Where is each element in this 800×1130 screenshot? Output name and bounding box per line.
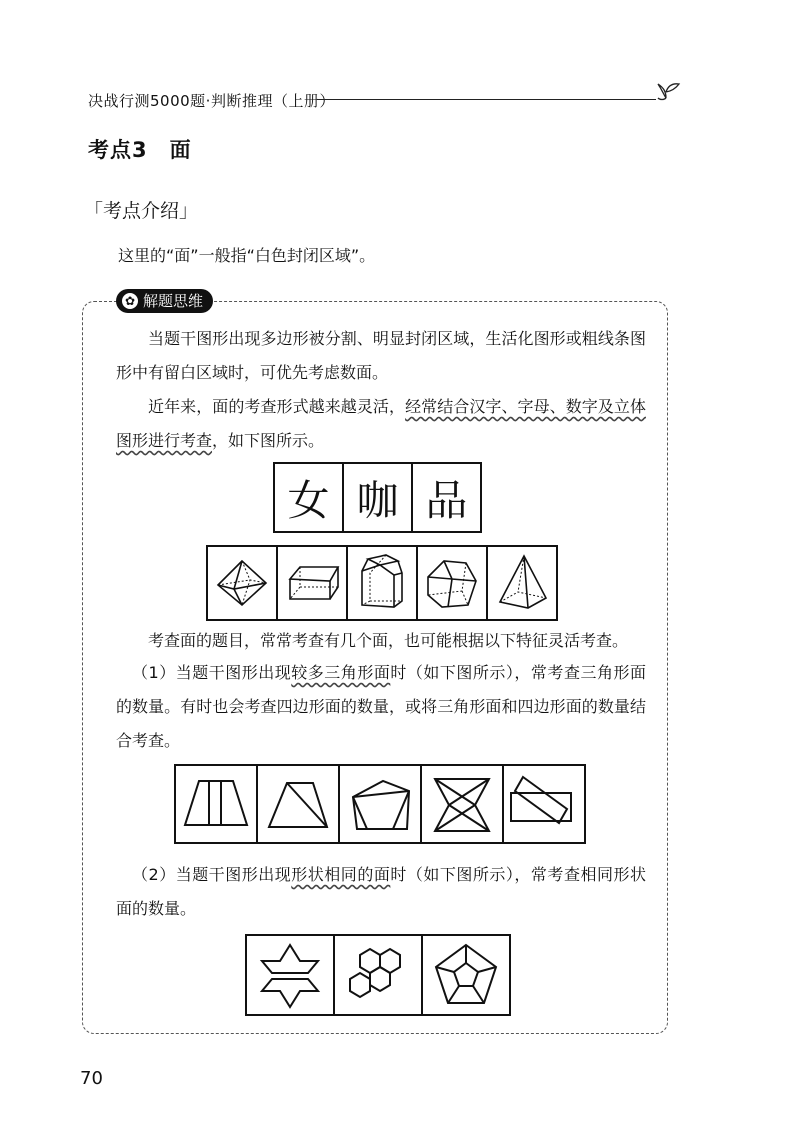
triangle-figure-row: [174, 764, 586, 844]
prism-figure: [282, 553, 342, 613]
figure-cell: [174, 764, 258, 844]
overlapping-rectangles-figure: [507, 769, 581, 839]
p5-underlined: 形状相同的面: [291, 865, 391, 884]
p4-underlined: 较多三角形面: [291, 663, 391, 682]
split-star-figure: [250, 939, 330, 1011]
paragraph-2: [116, 390, 646, 458]
thinking-badge: [116, 289, 213, 313]
p2-underlined: 经常结合汉字、字母、数字及立体图形进行考查: [116, 397, 646, 450]
octahedron-figure: [212, 553, 272, 613]
char-cell: 女: [273, 462, 344, 533]
figure-cell: [346, 545, 418, 621]
figure-cell: [245, 934, 335, 1016]
figure-cell: [502, 764, 586, 844]
char-cell: 咖: [342, 462, 413, 533]
same-shape-figure-row: [245, 934, 511, 1016]
char-cell: 品: [411, 462, 482, 533]
paragraph-4: [116, 656, 646, 758]
p2-text-a: 近年来，面的考查形式越来越灵活，: [148, 397, 406, 416]
figure-cell: [338, 764, 422, 844]
p5-text-b: 时（如下图所示），常考查相同形状面的数量。: [116, 865, 646, 918]
intro-text: 这里的“面”一般指“白色封闭区域”。: [118, 246, 376, 265]
p4-text-b: 时（如下图所示），常考查三角形面的数量。有时也会考查四边形面的数量，或将三角形面和四边形面的数量结合考查。: [116, 663, 646, 750]
solid-figure-row: [206, 545, 558, 621]
figure-cell: [416, 545, 488, 621]
hourglass-figure: [425, 769, 499, 839]
figure-cell: [486, 545, 558, 621]
figure-cell: [333, 934, 423, 1016]
flower-icon: ✿: [122, 293, 138, 309]
trapezoid-split-figure: [179, 769, 253, 839]
character-figure-row: [273, 462, 482, 533]
cut-cube-figure: [422, 553, 482, 613]
hexagon-cluster-figure: [338, 939, 418, 1011]
figure-cell: [206, 545, 278, 621]
figure-cell: [420, 764, 504, 844]
trapezoid-diagonal-figure: [261, 769, 335, 839]
pentagon-dodecahedron-figure: [426, 939, 506, 1011]
pentagon-triangles-figure: [343, 769, 417, 839]
paragraph-5: [116, 858, 646, 926]
header-rule: [318, 99, 656, 100]
badge-label: 解题思维: [143, 292, 204, 310]
section-title: 考点3 面: [88, 138, 192, 162]
paragraph-1: 当题干图形出现多边形被分割、明显封闭区域，生活化图形或粗线条图形中有留白区域时，可优先考虑数面。: [116, 329, 646, 382]
figure-cell: [256, 764, 340, 844]
sprout-icon: [652, 78, 682, 104]
p5-text-a: （2）当题干图形出现: [132, 865, 292, 884]
pyramid-figure: [492, 552, 552, 614]
p4-text-a: （1）当题干图形出现: [132, 663, 292, 682]
frustum-figure: [352, 551, 412, 615]
intro-label: 「考点介绍」: [84, 200, 199, 222]
p2-text-b: ，如下图所示。: [212, 431, 325, 450]
figure-cell: [276, 545, 348, 621]
figure-cell: [421, 934, 511, 1016]
running-head: 决战行测5000题·判断推理（上册）: [88, 92, 335, 110]
paragraph-3: 考查面的题目，常常考查有几个面，也可能根据以下特征灵活考查。: [148, 631, 629, 650]
page-number: 70: [80, 1068, 103, 1089]
